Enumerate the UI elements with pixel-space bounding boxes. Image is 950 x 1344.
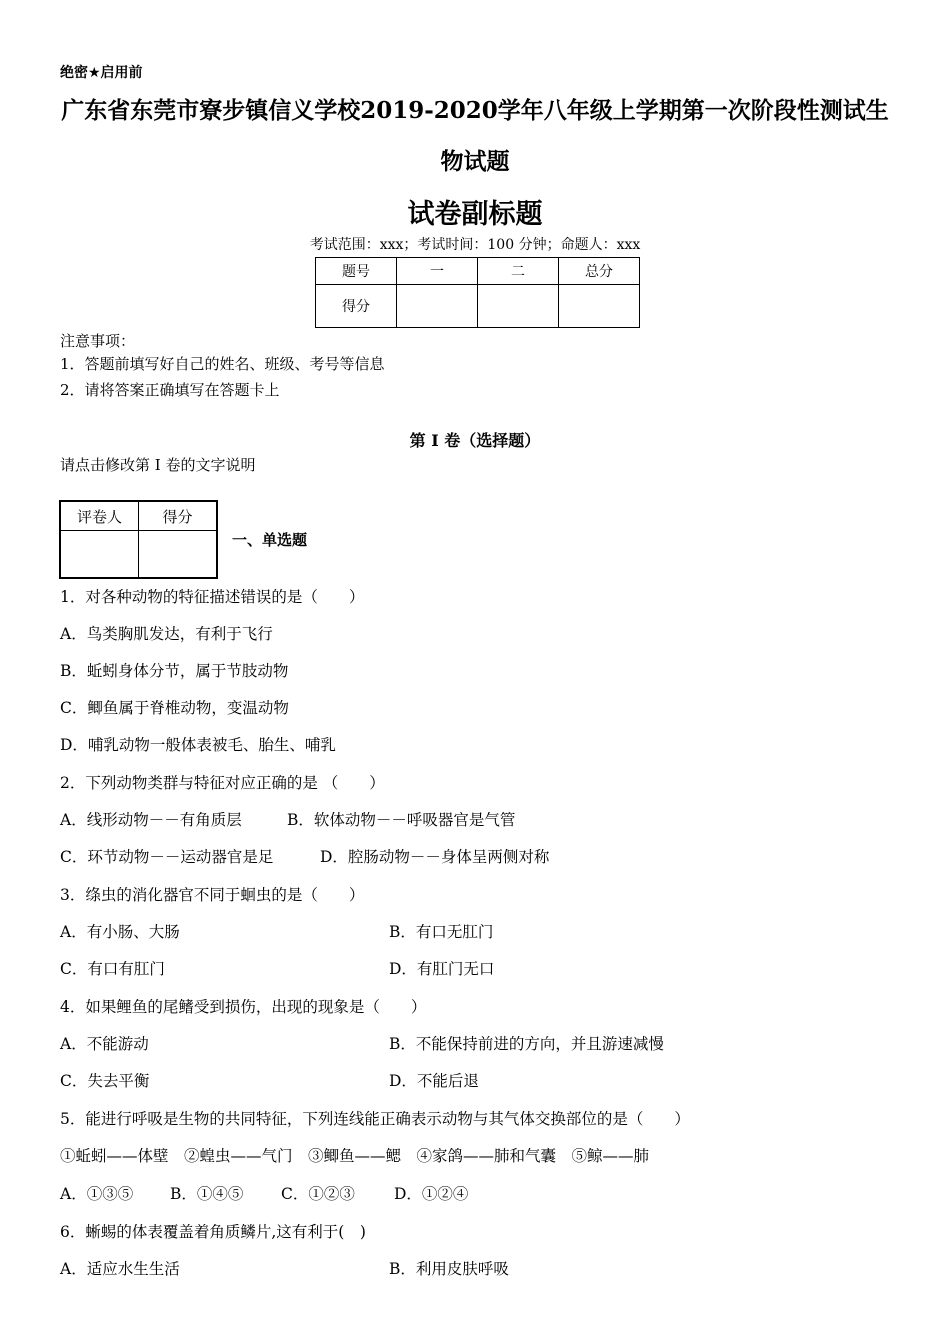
part1-title: 第 I 卷（选择题） (409, 431, 541, 450)
question-option: D．不能后退 (389, 1072, 479, 1090)
score-row-label: 得分 (316, 285, 397, 328)
question-option: C．环节动物－－运动器官是足 (60, 848, 274, 866)
notes-heading: 注意事项： (60, 332, 136, 350)
exam-info: 考试范围：xxx；考试时间：100 分钟；命题人：xxx (309, 237, 641, 253)
grader-cell[interactable] (60, 531, 139, 579)
question-option: A．线形动物－－有角质层 (60, 811, 242, 829)
section-title: 一、单选题 (232, 531, 308, 549)
question-option: D．①②④ (394, 1185, 469, 1203)
question-stem: 6．蜥蜴的体表覆盖着角质鳞片,这有利于( ) (60, 1223, 366, 1241)
question-stem: 5．能进行呼吸是生物的共同特征，下列连线能正确表示动物与其气体交换部位的是（ ） (60, 1110, 690, 1128)
score-cell[interactable] (559, 285, 640, 328)
question-option: B．①④⑤ (170, 1185, 244, 1203)
score-cell[interactable] (478, 285, 559, 328)
note-item: 1．答题前填写好自己的姓名、班级、考号等信息 (60, 355, 385, 373)
confidential-mark: 绝密★启用前 (60, 65, 143, 81)
question-option: D．腔肠动物－－身体呈两侧对称 (320, 848, 550, 866)
note-item: 2．请将答案正确填写在答题卡上 (60, 381, 280, 399)
question-extra: ①蚯蚓——体壁 ②蝗虫——气门 ③鲫鱼——鳃 ④家鸽——肺和气囊 ⑤鲸——肺 (60, 1147, 650, 1165)
question-stem: 3．绦虫的消化器官不同于蛔虫的是（ ） (60, 886, 365, 904)
question-option: A．不能游动 (60, 1035, 149, 1053)
grader-cell[interactable] (139, 531, 218, 579)
score-header-cell: 题号 (316, 258, 397, 285)
question-option: A．有小肠、大肠 (60, 923, 180, 941)
question-option: B．蚯蚓身体分节，属于节肢动物 (60, 662, 289, 680)
score-header-cell: 总分 (559, 258, 640, 285)
question-option: A．①③⑤ (60, 1185, 134, 1203)
exam-title-line1: 广东省东莞市寮步镇信义学校2019-2020学年八年级上学期第一次阶段性测试生 (61, 97, 889, 124)
question-option: C．有口有肛门 (60, 960, 165, 978)
score-table (315, 257, 640, 328)
question-stem: 1．对各种动物的特征描述错误的是（ ） (60, 588, 365, 606)
question-option: B．不能保持前进的方向，并且游速减慢 (389, 1035, 664, 1053)
question-option: B．利用皮肤呼吸 (389, 1260, 509, 1278)
question-option: C．失去平衡 (60, 1072, 150, 1090)
question-option: D．哺乳动物一般体表被毛、胎生、哺乳 (60, 736, 336, 754)
question-stem: 2．下列动物类群与特征对应正确的是 （ ） (60, 774, 385, 792)
part1-description: 请点击修改第 I 卷的文字说明 (60, 456, 256, 474)
question-option: D．有肛门无口 (389, 960, 495, 978)
question-option: A．适应水生生活 (60, 1260, 180, 1278)
score-cell[interactable] (397, 285, 478, 328)
question-option: C．鲫鱼属于脊椎动物，变温动物 (60, 699, 289, 717)
score-header-cell: 一 (397, 258, 478, 285)
exam-title-line2: 物试题 (440, 148, 510, 175)
grader-header-cell: 得分 (139, 501, 218, 531)
question-option: A．鸟类胸肌发达，有利于飞行 (60, 625, 273, 643)
grader-table (59, 500, 218, 579)
score-header-cell: 二 (478, 258, 559, 285)
grader-header-cell: 评卷人 (60, 501, 139, 531)
question-stem: 4．如果鲤鱼的尾鳍受到损伤，出现的现象是（ ） (60, 998, 427, 1016)
question-option: B．有口无肛门 (389, 923, 494, 941)
exam-subtitle: 试卷副标题 (407, 199, 543, 230)
question-option: C．①②③ (281, 1185, 355, 1203)
question-option: B．软体动物－－呼吸器官是气管 (287, 811, 516, 829)
